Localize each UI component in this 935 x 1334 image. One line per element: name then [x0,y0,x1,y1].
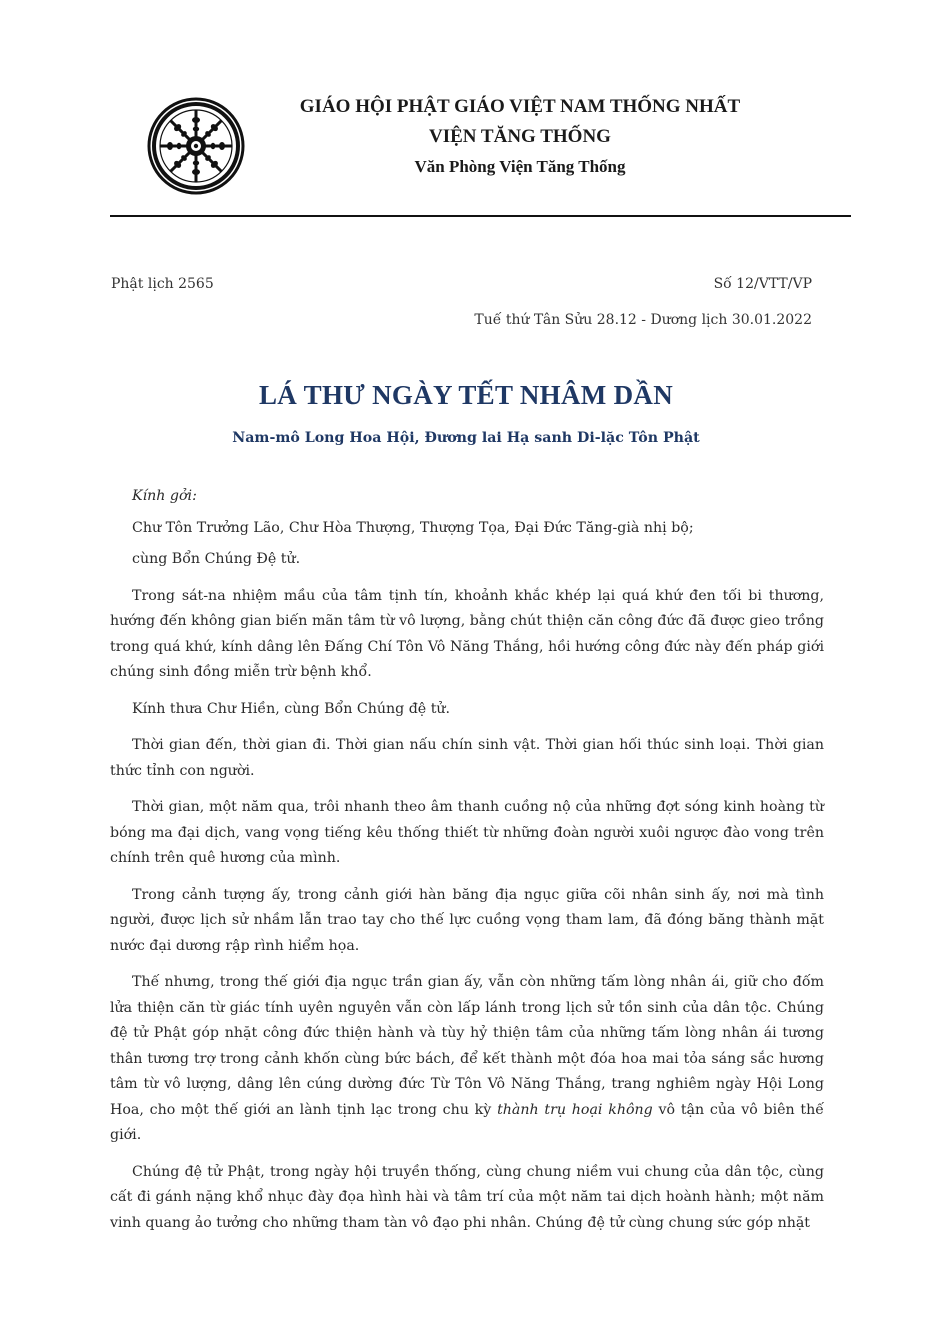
paragraph-4: Thời gian, một năm qua, trôi nhanh theo âm thanh cuồng nộ của những đợt sóng kinh hoàng từ bóng ma đại dịch, vang vọng tiếng kêu thống thiết từ những đoàn người xuôi ngược đào vong trên chính trên quê hương của mình. [110,799,824,866]
paragraph-6 [110,970,824,1149]
paragraph-7: Chúng đệ tử Phật, trong ngày hội truyền thống, cùng chung niềm vui chung của dân tộc, cùng cất đi gánh nặng khổ nhục đày đọa hình hài và tâm trí của một năm tai dịch hoành hành; một năm vinh quang ảo tưởng cho những tham tàn vô đạo phi nhân. Chúng đệ tử cùng chung sức góp nhặt [110,1163,824,1231]
paragraph-5: Trong cảnh tượng ấy, trong cảnh giới hàn băng địa ngục giữa cõi nhân sinh ấy, nơi mà tình người, được lịch sử nhầm lẫn trao tay cho thế lực cuồng vọng tham lam, đã đóng băng thành mặt nước đại dương rập rình hiểm họa. [110,886,824,954]
paragraph-6-part-1: Thế nhưng, trong thế giới địa ngục trần gian ấy, vẫn còn những tấm lòng nhân ái, giữ cho đốm lửa thiện căn từ giác tính uyên nguyên vẫn còn lấp lánh trong lịch sử tồn sinh của dân tộc. Chúng đệ tử Phật góp nhặt công đức thiện hành và tùy hỷ thiện tâm của những tấm lòng nhân ái tương thân tương trợ trong cảnh khốn cùng bức bách, để kết thành một đóa hoa mai tỏa sáng sắc hương tâm từ vô lượng, dâng lên cúng dường đức Từ Tôn Vô Năng Thắng, trang nghiêm ngày Hội Long Hoa, cho một thế giới an lành tịnh lạc trong chu kỳ [110,974,824,1118]
organization-header [280,96,760,177]
letter-body [110,484,824,1247]
paragraph-1: Trong sát-na nhiệm mầu của tâm tịnh tín, khoảnh khắc khép lại quá khứ đen tối bi thương, hướng đến không gian biến mãn tâm từ vô lượng, bằng chút thiện căn công đức đã được gieo trồng trong quá khứ, kính dâng lên Đấng Chí Tôn Vô Năng Thắng, hồi hướng công đức này đến pháp giới chúng sinh đồng miễn trừ bệnh khổ. [110,587,824,680]
salutation-recipients: Chư Tôn Trưởng Lão, Chư Hòa Thượng, Thượng Tọa, Đại Đức Tăng-già nhị bộ; [132,519,694,536]
document-number: Số 12/VTT/VP [713,276,812,292]
letter-subtitle: Nam-mô Long Hoa Hội, Đương lai Hạ sanh Di-lặc Tôn Phật [232,430,700,446]
buddhist-year: Phật lịch 2565 [111,276,214,292]
paragraph-6-part-3: vô tận của vô biên thế giới. [110,1101,824,1143]
dharma-wheel-logo [146,96,246,196]
paragraph-2: Kính thưa Chư Hiền, cùng Bổn Chúng đệ tử. [132,700,451,717]
paragraph-3: Thời gian đến, thời gian đi. Thời gian nấu chín sinh vật. Thời gian hối thúc sinh loại. Thời gian thức tỉnh con người. [110,737,824,779]
office-name-line: Văn Phòng Viện Tăng Thống [414,157,626,176]
salutation-recipients-2: cùng Bổn Chúng Đệ tử. [132,551,301,567]
dharma-wheel-icon [146,96,246,196]
institute-name-line: VIỆN TĂNG THỐNG [429,126,611,147]
paragraph-6-italic: thành trụ hoại không [497,1101,653,1118]
org-name-line: GIÁO HỘI PHẬT GIÁO VIỆT NAM THỐNG NHẤT [299,96,741,117]
document-date: Tuế thứ Tân Sửu 28.12 - Dương lịch 30.01.2022 [474,312,812,328]
salutation-greeting: Kính gởi: [132,488,197,504]
letter-title: LÁ THƯ NGÀY TẾT NHÂM DẦN [259,380,673,410]
header-divider [110,215,851,217]
